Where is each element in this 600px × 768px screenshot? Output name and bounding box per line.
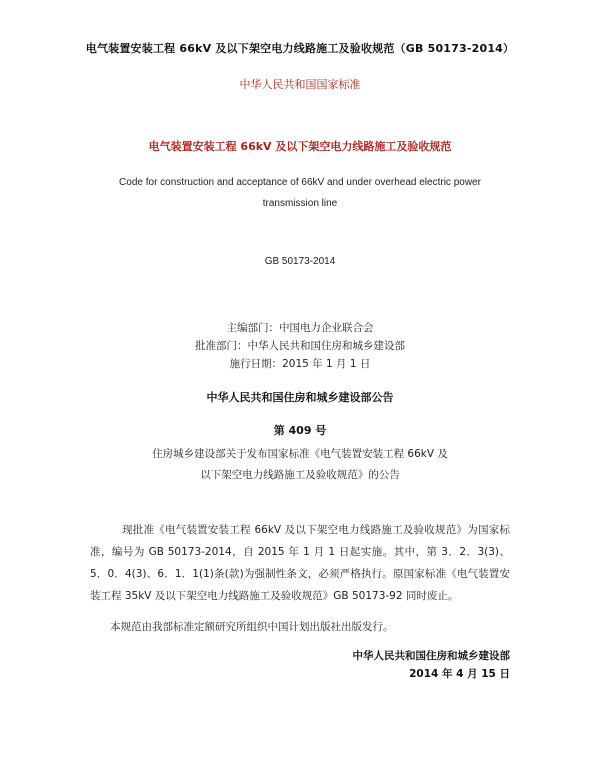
standard-organization: 中华人民共和国国家标准 [239,78,361,91]
approval-department: 批准部门：中华人民共和国住房和城乡建设部 [195,340,405,352]
announcement-paragraph-2: 本规范由我部标准定额研究所组织中国计划出版社出版发行。 [110,621,394,633]
standard-title-cn: 电气装置安装工程 66kV 及以下架空电力线路施工及验收规范 [148,140,452,153]
announcement-number: 第 409 号 [273,424,327,437]
effective-date: 施行日期：2015 年 1 月 1 日 [229,358,371,370]
announcement-subject: 住房城乡建设部关于发布国家标准《电气装置安装工程 66kV 及以下架空电力线路施工及验收规范》的公告 [152,448,448,481]
editor-department: 主编部门：中国电力企业联合会 [226,322,374,334]
announcement-date: 2014 年 4 月 15 日 [409,668,510,680]
document-header-title: 电气装置安装工程 66kV 及以下架空电力线路施工及验收规范（GB 50173-2014） [85,42,515,55]
announcement-paragraph-1: 现批准《电气装置安装工程 66kV 及以下架空电力线路施工及验收规范》为国家标准，编号为 GB 50173-2014，自 2015 年 1 月 1 日起实施。其中，第 3．2．3(3)、5．0．4(3)、6．1．1(1)条(款)为强制性条文，必须严格执行。原国家标准《电气装置安装工程 35kV 及以下架空电力线路施工及验收规范》GB 50173-92 同时废止。 [90,524,510,602]
standard-title-en: Code for construction and acceptance of 66kV and under overhead electric power transmission line [119,177,481,209]
announcement-title: 中华人民共和国住房和城乡建设部公告 [206,391,394,404]
standard-code: GB 50173-2014 [264,256,336,267]
announcement-signer: 中华人民共和国住房和城乡建设部 [352,650,510,662]
